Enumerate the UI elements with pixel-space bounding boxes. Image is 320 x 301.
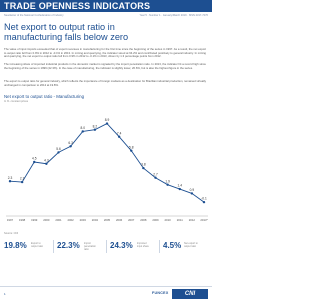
kpi-label: Imported input share xyxy=(137,242,149,248)
data-point xyxy=(94,129,96,131)
kpi-divider xyxy=(106,240,107,253)
x-tick-label: 2008 xyxy=(140,218,147,222)
data-label: 8.9 xyxy=(104,118,110,123)
x-tick-label: 1999 xyxy=(31,218,38,222)
kpi-imported-input xyxy=(110,239,158,254)
kpi-value: 22.3% xyxy=(57,241,80,250)
kpi-net-export xyxy=(163,239,208,254)
data-label: 5.6 xyxy=(56,147,61,151)
x-tick-label: 2010 xyxy=(164,218,171,222)
data-point xyxy=(9,180,11,182)
x-tick-label: 1997 xyxy=(6,218,14,222)
data-label: 1.9 xyxy=(165,179,170,184)
data-point xyxy=(203,201,205,203)
kpi-divider xyxy=(53,240,54,253)
data-point xyxy=(106,122,108,124)
issue-info: Year 5 · Number 1 · January/March 2019 · ISSN 2317-7276 xyxy=(139,14,208,17)
data-point xyxy=(45,163,47,165)
x-tick-label: 2003 xyxy=(79,218,86,222)
data-label: 6.3 xyxy=(68,140,73,145)
data-point xyxy=(191,192,193,194)
data-label: 4.5 xyxy=(32,156,37,161)
chart-title: Net export to output ratio - Manufacturing xyxy=(4,94,85,99)
kpi-row xyxy=(0,239,212,254)
paragraph-3: The export to output ratio for general industry, which reflects the importance of foreign markets as a destination for Brazilian industrial production, remained virtually unchanged in comparison to 2012 at 19.8%. xyxy=(4,79,206,87)
data-point xyxy=(33,161,35,163)
kpi-value: 19.8% xyxy=(4,241,27,250)
x-tick-label: 2005 xyxy=(103,218,111,222)
data-point xyxy=(82,130,84,132)
headline: Net export to output ratio in manufacturing falls below zero xyxy=(4,22,129,42)
kpi-label: Export to output ratio xyxy=(31,242,43,248)
x-tick-label: 2002 xyxy=(67,218,74,222)
x-tick-labels-layer xyxy=(7,218,209,222)
data-point xyxy=(142,167,144,169)
data-label: 2.2 xyxy=(19,176,25,181)
x-tick-label: 2009 xyxy=(152,218,159,222)
x-tick-label: 1998 xyxy=(19,218,26,222)
series-line xyxy=(7,124,204,203)
kpi-divider xyxy=(159,240,160,253)
paragraph-2: The increasing share of imported industrial products in the domestic market is signaled by the import penetration ratio. In 2013, the indicator hit a record high since the beginning of the series in 1996 (22.3%). In the case of manufacturing, the indicator is slightly lower, 20.6%, but is also the highest figure in the series. xyxy=(4,62,206,70)
data-point xyxy=(130,149,132,151)
data-point xyxy=(21,181,23,183)
kpi-import-penetration xyxy=(57,239,105,254)
footer xyxy=(0,286,212,301)
x-tick-label: 2000 xyxy=(43,218,50,222)
data-label: 8.0 xyxy=(80,126,85,131)
data-label: 1.4 xyxy=(177,183,182,188)
paragraph-1: The value of input imports exceeded that of export revenues in manufacturing for the first time since the beginning of the series in 1997. As a result, the net export to output ratio fell from 0.9% in 2012 to -0.1% in 2013. In mining and quarrying, the indicator stood at 64.2% and contributed positively to general industry. In mining and quarrying, the net export to output ratio fell from 0.9% in 2012 to -0.1% in 2013, driven by 1.3 percentage points from 2012. xyxy=(4,47,206,59)
data-point xyxy=(166,183,168,185)
data-label: 2.3 xyxy=(7,175,13,180)
data-point xyxy=(154,177,156,179)
x-tick-label: 2004 xyxy=(91,218,98,222)
x-tick-label: 2001 xyxy=(55,218,62,222)
cni-logo: CNI xyxy=(172,289,208,299)
kpi-value: 4.5% xyxy=(163,241,182,250)
data-label: 2.7 xyxy=(153,172,158,177)
data-label: 4.3 xyxy=(44,158,49,163)
data-point xyxy=(179,188,181,190)
funcex-logo: FUNCEX xyxy=(152,291,169,295)
x-tick-label: 2006 xyxy=(116,218,123,222)
data-label: 8.2 xyxy=(92,124,98,129)
data-point xyxy=(118,135,120,137)
chart-source: Source: CNI xyxy=(4,232,19,235)
x-tick-label: 2012 xyxy=(188,218,195,222)
kpi-label: Net export to output ratio xyxy=(184,242,198,248)
data-label: 3.8 xyxy=(141,162,146,167)
data-point xyxy=(57,151,59,153)
kpi-value: 24.3% xyxy=(110,241,133,250)
x-tick-label: 2007 xyxy=(128,218,135,222)
kpi-export-to-output xyxy=(4,239,52,254)
data-point xyxy=(69,145,71,147)
newsletter-subtitle: Newsletter of the National Confederation of Industry xyxy=(4,14,64,17)
line-chart xyxy=(0,104,212,232)
newsletter-title: TRADE OPENNESS INDICATORS xyxy=(4,1,151,11)
data-label: 7.4 xyxy=(116,131,122,136)
data-label: -0.1 xyxy=(201,196,207,201)
series-layer xyxy=(7,124,204,203)
x-tick-label: 2011 xyxy=(176,218,183,222)
header-band xyxy=(0,0,212,12)
x-tick-label: 2013* xyxy=(200,218,208,222)
page-number: 1 xyxy=(4,292,6,296)
data-label: 0.9 xyxy=(189,188,195,193)
data-label: 5.8 xyxy=(129,145,134,150)
kpi-label: Import penetration ratio xyxy=(84,242,96,251)
chart-unit: In %. constant prices xyxy=(4,100,29,103)
